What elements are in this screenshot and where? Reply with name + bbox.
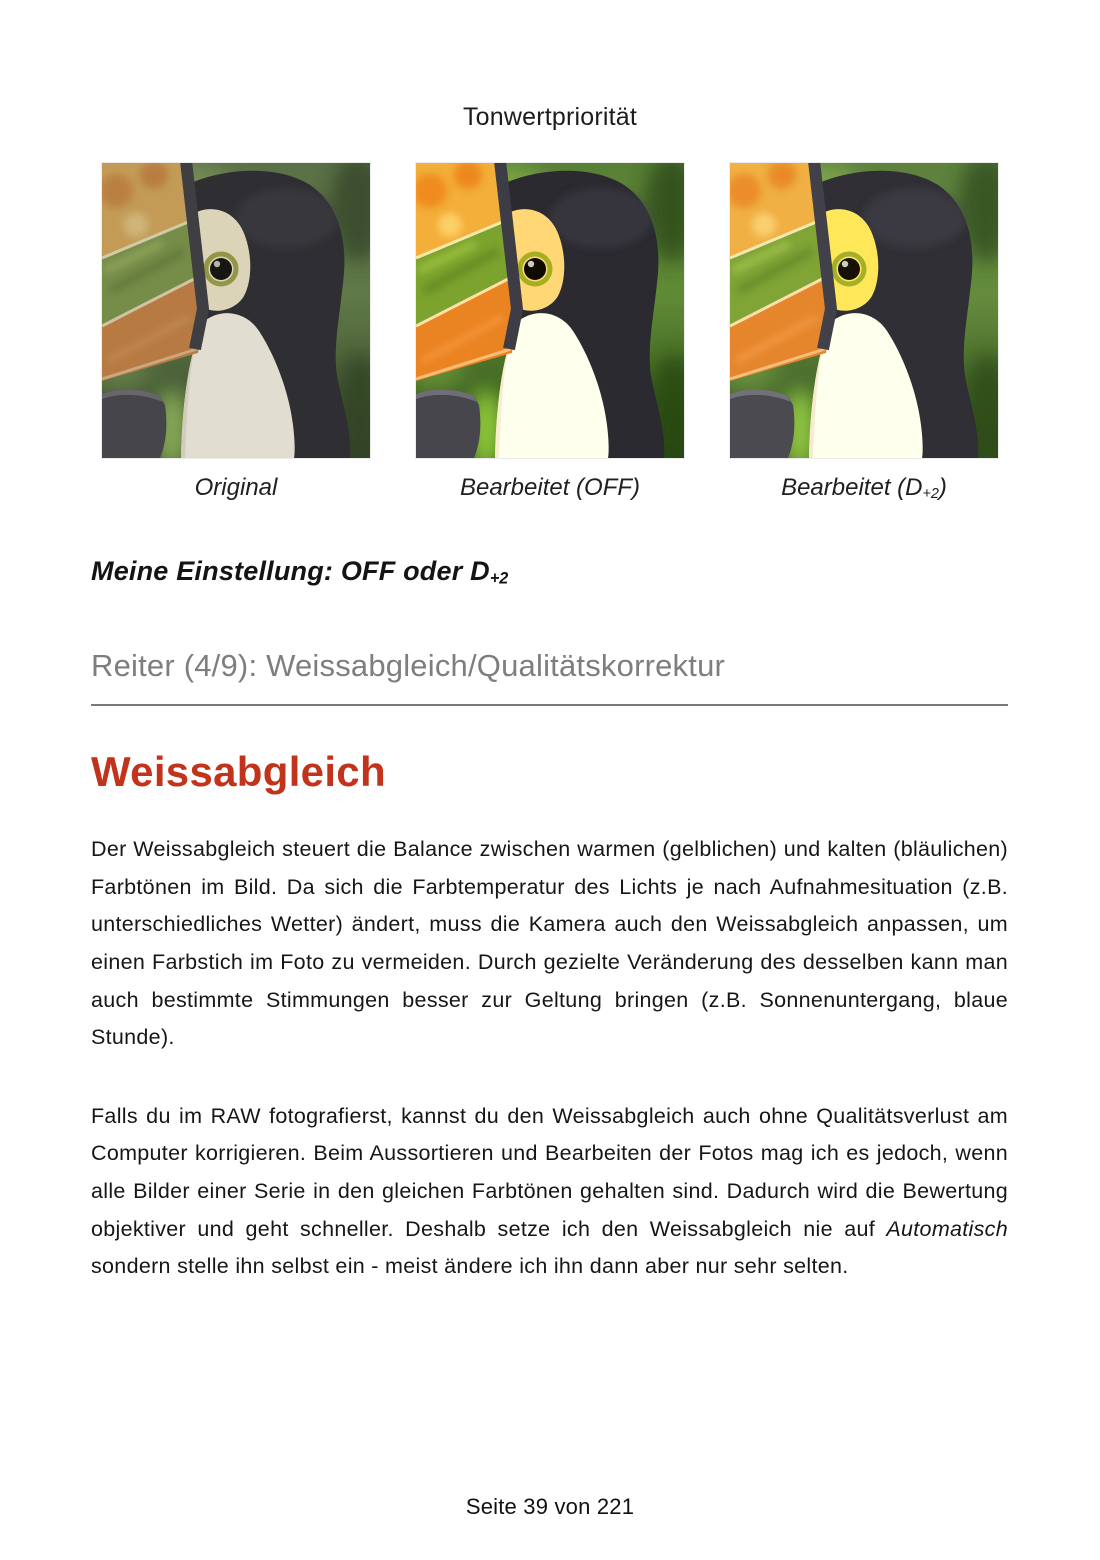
page-heading: Tonwertpriorität [462, 103, 638, 131]
body-paragraph-2 [91, 1098, 1008, 1286]
figure-caption-original [195, 474, 278, 502]
caption-suffix: ) [938, 474, 947, 501]
body-paragraph-1 [91, 831, 1008, 1057]
chapter-title: Weissabgleich [91, 748, 386, 795]
figure-caption-off [460, 474, 640, 502]
paragraph-text: Der Weissabgleich steuert die Balance zwischen warmen (gelblichen) und kalten (bläulichen) Farbtönen im Bild. Da sich die Farbtemperatur des Lichts je nach Aufnahmesituation (z.B. unterschiedliches Wetter) ändert, muss die Kamera auch den Weissabgleich anpassen, um einen Farbstich im Foto zu vermeiden. Durch gezielte Veränderung des desselben kann man auch bestimmte Stimmungen besser zur Geltung bringen (z.B. Sonnenuntergang, blaue Stunde). [91, 837, 1008, 1050]
caption-subscript: +2 [922, 486, 939, 503]
paragraph-text: Falls du im RAW fotografierst, kannst du den Weissabgleich auch ohne Qualitätsverlust am Computer korrigieren. Beim Aussortieren und Bearbeiten der Fotos mag ich es jedoch, wenn alle Bilder einer Serie in den gleichen Farbtönen gehalten sind. Dadurch wird die Bewertung objektiver und geht schneller. Deshalb setze ich den Weissabgleich nie auf [91, 1103, 1008, 1241]
settings-note-text: Meine Einstellung: OFF oder D [91, 556, 490, 586]
body-copy [91, 831, 1008, 1327]
figure-bearbeitet-off [416, 163, 684, 502]
toucan-photo-1 [416, 163, 684, 458]
page-number: Seite 39 von 221 [465, 1494, 635, 1519]
paragraph-text: sondern stelle ihn selbst ein - meist ändere ich ihn dann aber nur sehr selten. [91, 1254, 849, 1279]
toucan-photo-2 [730, 163, 998, 458]
settings-note-subscript: +2 [489, 569, 509, 588]
caption-text: Bearbeitet (OFF) [459, 474, 641, 501]
caption-text: Original [194, 474, 278, 501]
toucan-photo-0 [102, 163, 370, 458]
figure-row [102, 163, 998, 502]
caption-text: Bearbeitet (D [781, 474, 923, 501]
tab-section-heading: Reiter (4/9): Weissabgleich/Qualitätskorrektur [91, 648, 1008, 706]
paragraph-text-italic: Automatisch [886, 1216, 1008, 1241]
settings-note [91, 556, 1008, 589]
figure-original [102, 163, 370, 502]
figure-caption-d2 [781, 474, 947, 502]
figure-bearbeitet-d2 [730, 163, 998, 502]
